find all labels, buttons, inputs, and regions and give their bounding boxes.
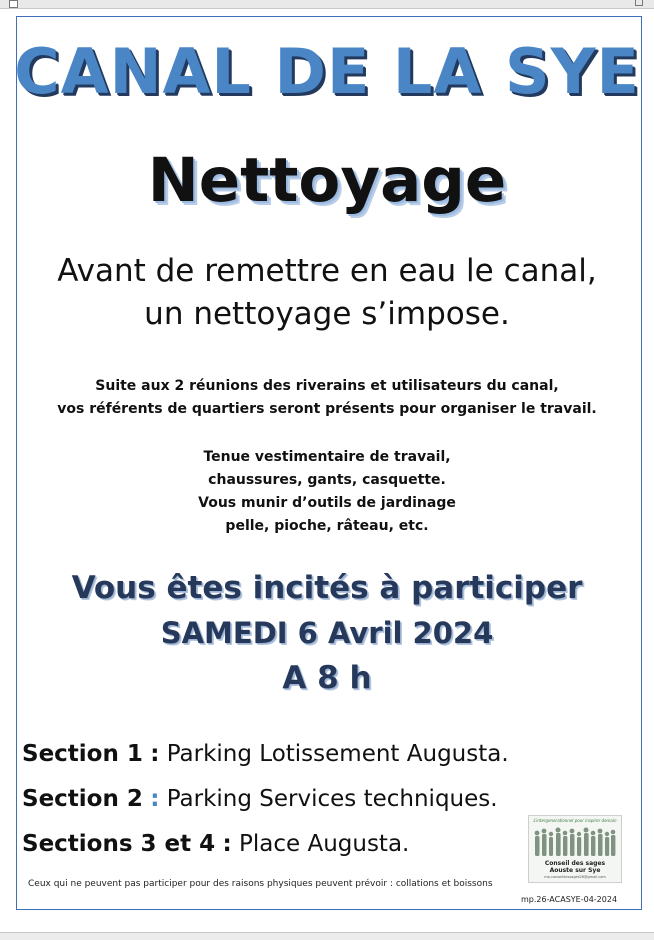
- logo-url: mp.conseildessages26@gmail.com: [544, 875, 606, 879]
- resize-handle-icon[interactable]: [635, 0, 643, 6]
- section-place: Parking Services techniques.: [159, 786, 498, 812]
- cta-invite: Vous êtes incités à participer: [71, 570, 583, 606]
- document-reference: mp.26-ACASYE-04-2024: [521, 895, 618, 904]
- call-to-action: [0, 566, 654, 701]
- equipment-line: Tenue vestimentaire de travail,: [203, 449, 451, 465]
- details-line: Suite aux 2 réunions des riverains et utilisateurs du canal,: [95, 378, 559, 394]
- logo-name-line: Aouste sur Sye: [549, 867, 601, 874]
- poster-subtitle: Nettoyage: [147, 145, 507, 216]
- sections-list: [22, 732, 509, 867]
- conseil-des-sages-logo: [528, 815, 622, 883]
- details-line: vos référents de quartiers seront présents pour organiser le travail.: [57, 401, 597, 417]
- checkbox-icon[interactable]: [9, 0, 18, 8]
- section-item: [22, 822, 509, 867]
- section-place: Parking Lotissement Augusta.: [159, 741, 509, 767]
- intro-line: Avant de remettre en eau le canal,: [57, 253, 597, 289]
- details-text: [0, 375, 654, 421]
- window-top-bar: [0, 0, 654, 9]
- equipment-line: Vous munir d’outils de jardinage: [198, 495, 456, 511]
- section-colon: :: [150, 741, 160, 767]
- section-item: [22, 777, 509, 822]
- section-label: Section 2: [22, 786, 143, 812]
- section-item: [22, 732, 509, 777]
- section-place: Place Augusta.: [231, 831, 410, 857]
- logo-name: [529, 860, 621, 874]
- section-label: Sections 3 et 4: [22, 831, 216, 857]
- equipment-line: chaussures, gants, casquette.: [208, 472, 446, 488]
- event-time: A 8 h: [282, 660, 372, 696]
- poster-title: CANAL DE LA SYE: [14, 35, 640, 108]
- section-colon: :: [150, 786, 160, 812]
- intro-line: un nettoyage s’impose.: [144, 296, 510, 332]
- logo-name-line: Conseil des sages: [544, 860, 606, 867]
- footer-note: Ceux qui ne peuvent pas participer pour des raisons physiques peuvent prévoir : collations et boissons: [28, 879, 493, 889]
- equipment-list: [0, 446, 654, 538]
- section-label: Section 1: [22, 741, 143, 767]
- intro-text: [0, 250, 654, 336]
- section-colon: :: [222, 831, 232, 857]
- equipment-line: pelle, pioche, râteau, etc.: [225, 518, 429, 534]
- logo-tagline: L’intergenerationnel pour inspirer demain: [533, 818, 617, 823]
- people-silhouettes-icon: [532, 825, 618, 859]
- event-date: SAMEDI 6 Avril 2024: [160, 616, 494, 650]
